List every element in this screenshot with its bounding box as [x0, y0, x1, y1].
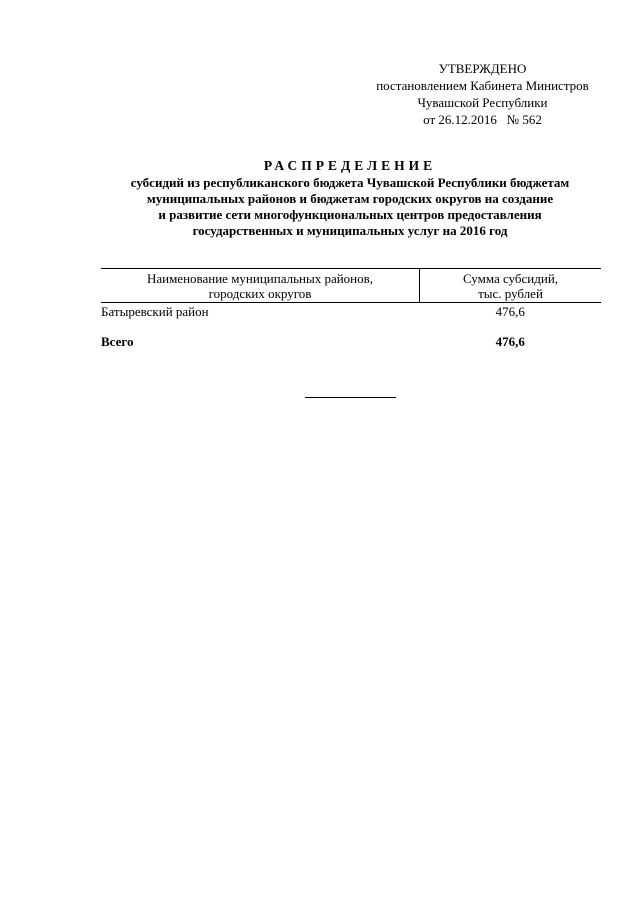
- column-header-name-line1: Наименование муниципальных районов,: [146, 271, 374, 286]
- table-spacer-row: [101, 319, 601, 333]
- document-subtitle-line: муниципальных районов и бюджетам городских округов на создание: [146, 191, 554, 206]
- column-header-name-line2: городских округов: [208, 286, 312, 301]
- document-subtitle-line: государственных и муниципальных услуг на 2016 год: [192, 223, 508, 238]
- approval-republic: Чувашской Республики: [417, 95, 548, 110]
- column-header-amount-line2: тыс. рублей: [478, 286, 543, 301]
- table-header-row: [101, 269, 601, 303]
- approval-authority: постановлением Кабинета Министров: [376, 78, 589, 93]
- table-row: [101, 303, 601, 320]
- document-subtitle-line: субсидий из республиканского бюджета Чувашской Республики бюджетам: [130, 175, 570, 190]
- document-heading: [70, 158, 630, 239]
- table-total-row: [101, 333, 601, 349]
- approval-stamp: [350, 60, 615, 128]
- document-title: РАСПРЕДЕЛЕНИЕ: [263, 158, 437, 173]
- approval-title: УТВЕРЖДЕНО: [438, 61, 527, 76]
- approval-date-number: от 26.12.2016 № 562: [423, 112, 542, 127]
- column-header-amount-line1: Сумма субсидий,: [462, 271, 559, 286]
- column-header-name: [101, 269, 420, 303]
- end-divider: [305, 397, 396, 398]
- row-district-name: Батыревский район: [101, 303, 209, 319]
- row-amount: 476,6: [495, 303, 525, 319]
- document-subtitle-line: и развитие сети многофункциональных центров предоставления: [158, 207, 542, 222]
- total-amount: 476,6: [495, 333, 525, 349]
- column-header-amount: [420, 269, 602, 303]
- subsidy-table: [101, 268, 601, 349]
- total-label: Всего: [101, 333, 134, 349]
